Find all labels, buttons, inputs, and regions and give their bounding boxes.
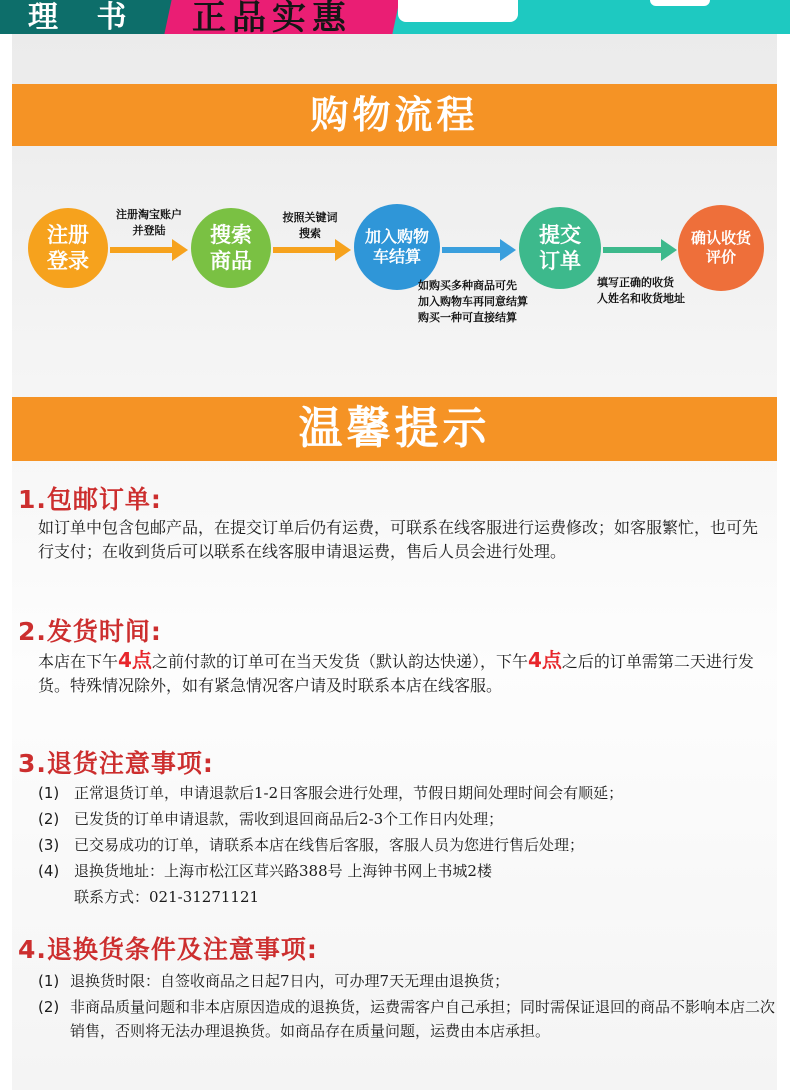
arrow-right-icon (442, 247, 502, 253)
arrow-right-icon (110, 247, 174, 253)
arrow-right-icon (603, 247, 663, 253)
tips-banner: 温馨提示 (12, 397, 777, 461)
brand-text: 理 书 (28, 0, 141, 34)
slogan-text: 正品实惠 (192, 0, 352, 34)
section-title-shipping-time: 2.发货时间: (18, 617, 162, 646)
list-text: 已发货的订单申请退款，需收到退回商品后2-3个工作日内处理； (74, 810, 504, 828)
list-number: (2) (38, 810, 60, 828)
list-number: (1) (38, 972, 60, 990)
step-label: 确认收货 评价 (690, 229, 751, 266)
section-title-free-shipping: 1.包邮订单: (18, 485, 162, 514)
text-fragment: 之后的订单需第二天进行发货。特殊情况除外，如有紧急情况客户请及时联系本店在线客服。 (38, 652, 754, 695)
step-label: 提交 订单 (539, 222, 581, 273)
step-note: 如购买多种商品可先 加入购物车再同意结算 购买一种可直接结算 (418, 279, 528, 324)
step-note: 按照关键词 搜索 (282, 211, 338, 240)
section-title-exchange-conditions: 4.退换货条件及注意事项: (18, 935, 318, 964)
step-register-login (28, 208, 108, 288)
list-number: (3) (38, 836, 60, 854)
list-text: 退换货地址：上海市松江区茸兴路388号 上海钟书网上书城2楼 联系方式：021-31271121 (74, 862, 492, 906)
text-fragment: 本店在下午 (38, 652, 119, 671)
shopping-flow-banner: 购物流程 (12, 84, 777, 146)
list-item (38, 780, 623, 806)
step-note: 填写正确的收货 人姓名和收货地址 (597, 276, 685, 305)
list-item (38, 969, 778, 993)
free-shipping-text: 如订单中包含包邮产品，在提交订单后仍有运费，可联系在线客服进行运费修改；如客服繁忙，也可先行支付；在收到货后可以联系在线客服申请退运费，售后人员会进行处理。 (38, 518, 759, 561)
list-text: 退换货时限：自签收商品之日起7日内，可办理7天无理由退换货； (70, 972, 510, 990)
step-submit-order (519, 207, 601, 289)
list-item (38, 832, 584, 858)
text-fragment: 之前付款的订单可在当天发货（默认韵达快递），下午 (151, 652, 528, 671)
section-title-return-notes: 3.退货注意事项: (18, 749, 214, 778)
list-text: 已交易成功的订单，请联系本店在线售后客服，客服人员为您进行售后处理； (74, 836, 585, 854)
shipping-time-text (38, 648, 773, 698)
highlight-time: 4点 (118, 648, 152, 672)
step-label: 搜索 商品 (210, 222, 252, 273)
step-label: 加入购物 车结算 (364, 227, 429, 266)
step-label: 注册 登录 (47, 222, 89, 273)
shopping-flow-diagram (0, 0, 790, 400)
list-text: 非商品质量问题和非本店原因造成的退换货，运费需客户自己承担；同时需保证退回的商品不影响本店二次销售，否则将无法办理退换货。如商品存在质量问题，运费由本店承担。 (70, 998, 776, 1040)
arrow-right-icon (273, 247, 337, 253)
list-number: (4) (38, 862, 60, 880)
step-note: 注册淘宝账户 并登陆 (116, 208, 182, 237)
step-search-product (191, 208, 271, 288)
list-item (38, 995, 778, 1043)
list-item (38, 858, 492, 910)
list-text: 正常退货订单，申请退款后1-2日客服会进行处理，节假日期间处理时间会有顺延； (74, 784, 624, 802)
highlight-time: 4点 (527, 648, 562, 672)
list-item (38, 806, 503, 832)
list-number: (2) (38, 998, 60, 1016)
list-number: (1) (38, 784, 60, 802)
